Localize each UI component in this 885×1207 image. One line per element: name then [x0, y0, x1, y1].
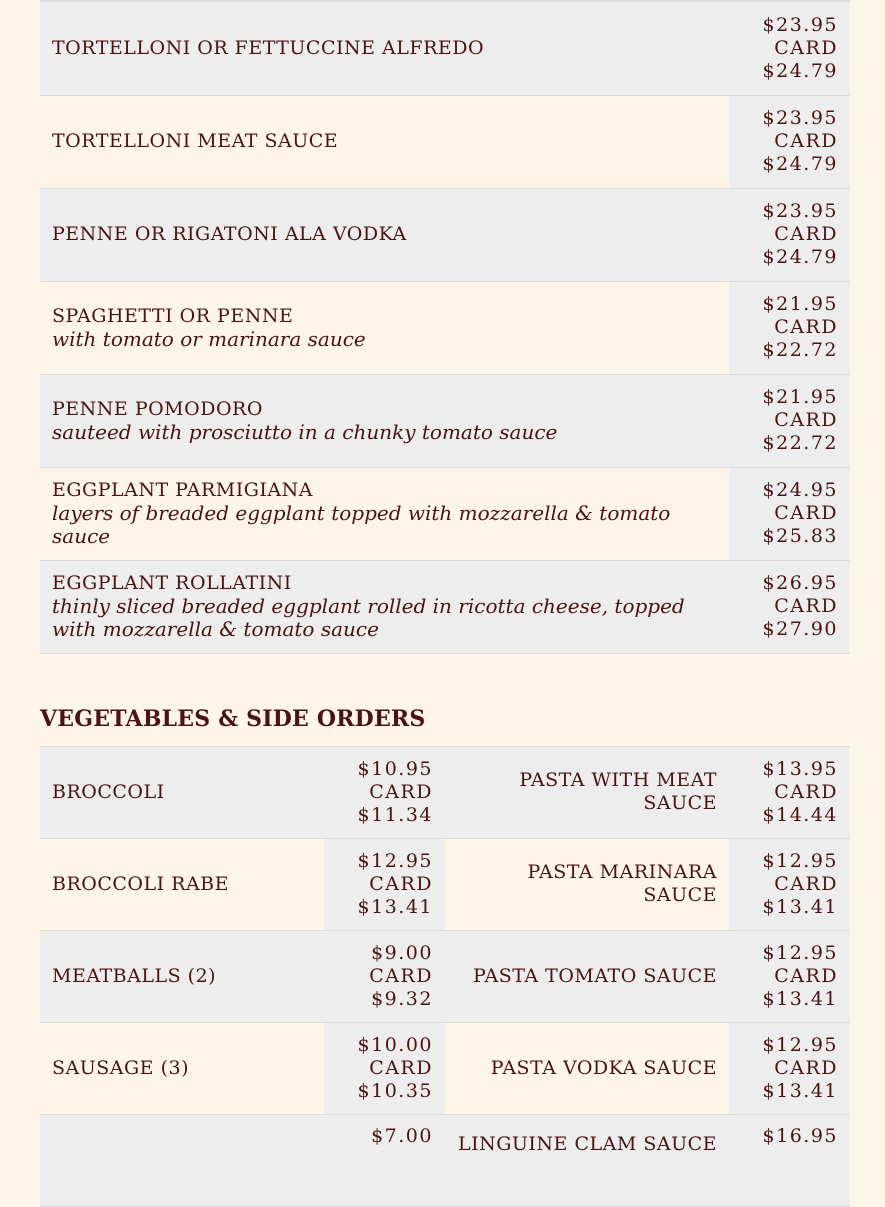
item-name: TORTELLONI MEAT SAUCE: [52, 130, 339, 152]
item-name-cell: [40, 188, 729, 281]
menu-item-row: [40, 281, 850, 374]
card-price: $24.79: [762, 246, 838, 268]
side-name: BROCCOLI RABE: [52, 872, 230, 895]
side-row: [40, 838, 850, 930]
side-name-cell: [40, 1022, 324, 1114]
card-price: $13.41: [762, 1079, 838, 1102]
side-row: [40, 746, 850, 838]
side-name-cell: [445, 1114, 729, 1206]
card-label: CARD: [774, 964, 838, 987]
side-price-cell: [729, 1022, 850, 1114]
menu-item-row: [40, 2, 850, 95]
card-label: CARD: [369, 872, 433, 895]
side-price-cell: [324, 746, 445, 838]
item-price: $24.95: [762, 479, 838, 501]
card-label: CARD: [774, 316, 838, 338]
item-price-cell: [729, 2, 850, 95]
card-price: $22.72: [762, 339, 838, 361]
item-price-cell: [729, 281, 850, 374]
item-price: $26.95: [762, 572, 838, 594]
side-price-cell: [729, 838, 850, 930]
side-name: PASTA TOMATO SAUCE: [472, 964, 717, 987]
card-price: $13.41: [357, 895, 433, 918]
item-name: EGGPLANT ROLLATINI: [52, 572, 292, 594]
item-name: EGGPLANT PARMIGIANA: [52, 479, 313, 501]
card-price: $24.79: [762, 153, 838, 175]
side-name-cell: [445, 746, 729, 838]
side-price-cell: [324, 838, 445, 930]
side-price: $12.95: [357, 849, 433, 872]
menu-item-row: [40, 188, 850, 281]
side-price: $12.95: [762, 941, 838, 964]
side-price: $7.00: [371, 1124, 433, 1147]
item-description: layers of breaded eggplant topped with mozzarella & tomato sauce: [52, 501, 671, 548]
pasta-table: [40, 2, 850, 654]
side-price: $12.95: [762, 849, 838, 872]
item-name: SPAGHETTI OR PENNE: [52, 304, 294, 327]
side-price-cell: [324, 930, 445, 1022]
side-name: SAUSAGE (3): [52, 1056, 189, 1079]
menu-item-row: [40, 95, 850, 188]
side-name: LINGUINE CLAM SAUCE: [457, 1132, 717, 1155]
side-name: MEATBALLS (2): [52, 964, 217, 987]
item-description: sauteed with prosciutto in a chunky tomato sauce: [52, 419, 558, 444]
item-name-cell: [40, 2, 729, 95]
card-label: CARD: [369, 780, 433, 803]
side-price-cell: [324, 1114, 445, 1206]
item-price-cell: [729, 467, 850, 560]
side-name-cell: [40, 1114, 324, 1206]
card-price: $22.72: [762, 432, 838, 454]
side-name-cell: [40, 930, 324, 1022]
item-price-cell: [729, 560, 850, 653]
menu-item-row: [40, 374, 850, 467]
menu-item-row: [40, 467, 850, 560]
card-label: CARD: [774, 872, 838, 895]
side-price-cell: [729, 746, 850, 838]
side-name: PASTA VODKA SAUCE: [490, 1056, 717, 1079]
card-price: $11.34: [357, 803, 433, 826]
card-price: $25.83: [762, 525, 838, 547]
card-label: CARD: [369, 1056, 433, 1079]
card-label: CARD: [774, 130, 838, 152]
card-price: $27.90: [762, 618, 838, 640]
side-price: $13.95: [762, 757, 838, 780]
card-price: $13.41: [762, 895, 838, 918]
card-price: $13.41: [762, 987, 838, 1010]
item-price: $23.95: [762, 200, 838, 222]
menu-page: [40, 0, 850, 1207]
side-name-cell: [445, 930, 729, 1022]
item-name-cell: [40, 560, 729, 653]
card-label: CARD: [774, 36, 838, 59]
side-row: [40, 1022, 850, 1114]
item-name-cell: [40, 95, 729, 188]
sides-table: [40, 746, 850, 1207]
side-price: $10.00: [357, 1033, 433, 1056]
item-price-cell: [729, 188, 850, 281]
side-price: $12.95: [762, 1033, 838, 1056]
card-label: CARD: [774, 780, 838, 803]
card-price: $10.35: [357, 1079, 433, 1102]
item-name-cell: [40, 374, 729, 467]
card-price: $9.32: [371, 987, 433, 1010]
item-price: $21.95: [762, 293, 838, 315]
side-price-cell: [729, 930, 850, 1022]
item-price-cell: [729, 374, 850, 467]
side-name-cell: [445, 1022, 729, 1114]
item-price-cell: [729, 95, 850, 188]
side-name: BROCCOLI: [52, 780, 165, 803]
card-label: CARD: [369, 964, 433, 987]
side-name: PASTA WITH MEAT SAUCE: [519, 769, 717, 814]
item-name-cell: [40, 467, 729, 560]
side-price: $10.95: [357, 757, 433, 780]
card-label: CARD: [774, 502, 838, 524]
card-label: CARD: [774, 223, 838, 245]
side-row: [40, 930, 850, 1022]
side-price: $16.95: [762, 1124, 838, 1147]
card-label: CARD: [774, 595, 838, 617]
side-name-cell: [40, 746, 324, 838]
side-price: $9.00: [371, 941, 433, 964]
side-name: PASTA MARINARA SAUCE: [527, 861, 717, 906]
menu-item-row: [40, 560, 850, 653]
item-name: TORTELLONI OR FETTUCCINE ALFREDO: [52, 36, 485, 59]
side-name-cell: [40, 838, 324, 930]
item-description: thinly sliced breaded eggplant rolled in ricotta cheese, topped with mozzarella & tomato sauce: [52, 594, 685, 641]
side-price-cell: [729, 1114, 850, 1206]
item-name: PENNE OR RIGATONI ALA VODKA: [52, 223, 407, 245]
item-description: with tomato or marinara sauce: [52, 326, 366, 351]
card-price: $14.44: [762, 803, 838, 826]
item-price: $23.95: [762, 13, 838, 36]
card-price: $24.79: [762, 59, 838, 82]
item-name-cell: [40, 281, 729, 374]
item-price: $23.95: [762, 107, 838, 129]
item-price: $21.95: [762, 386, 838, 408]
side-price-cell: [324, 1022, 445, 1114]
side-row: [40, 1114, 850, 1206]
section-title: VEGETABLES & SIDE ORDERS: [40, 705, 426, 732]
side-name-cell: [445, 838, 729, 930]
card-label: CARD: [774, 1056, 838, 1079]
card-label: CARD: [774, 409, 838, 431]
item-name: PENNE POMODORO: [52, 397, 263, 420]
